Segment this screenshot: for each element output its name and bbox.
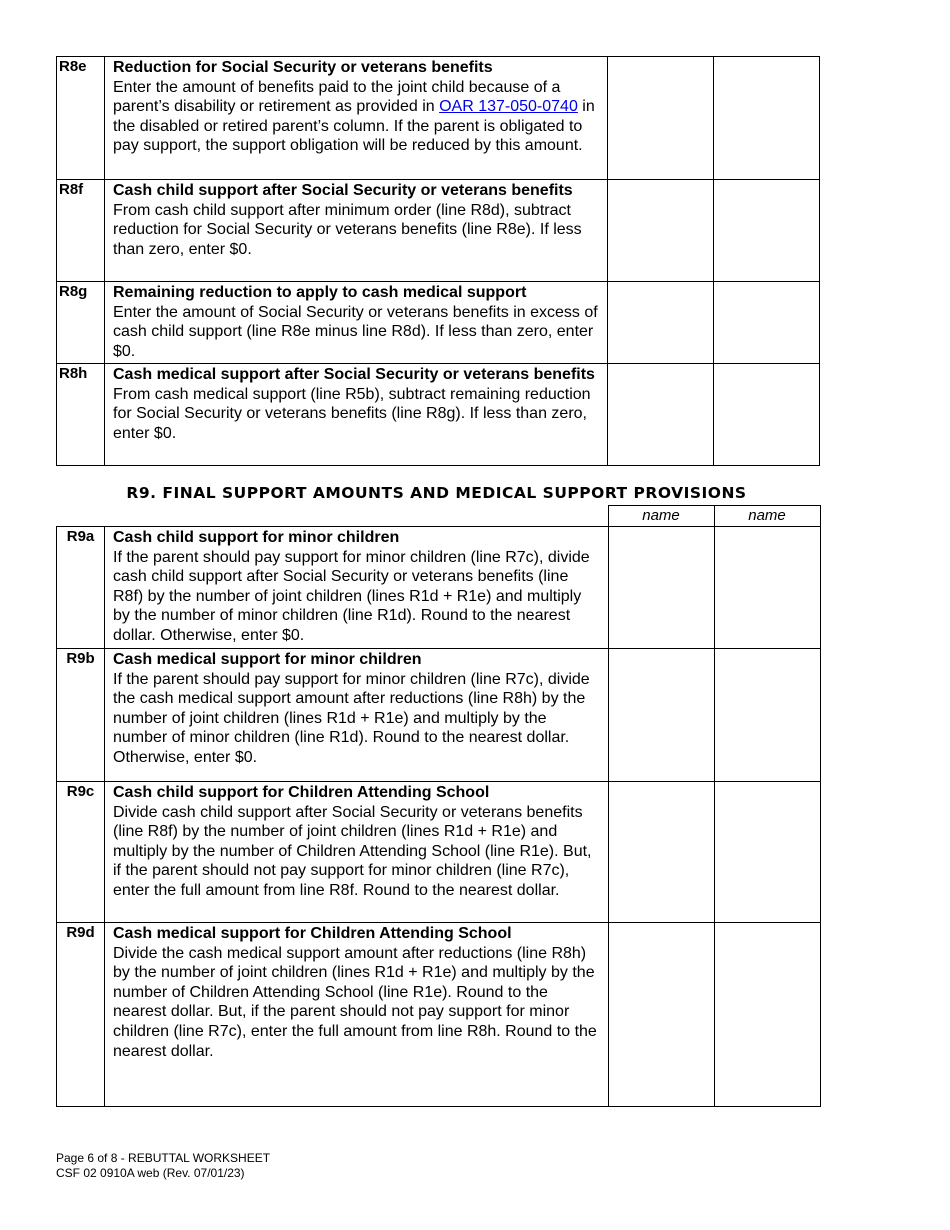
line-title: Cash medical support after Social Security or veterans benefits [113, 366, 595, 383]
parent-2-amount-cell[interactable] [714, 923, 820, 1107]
parent-2-amount-cell[interactable] [714, 782, 820, 923]
parent-2-amount-cell[interactable] [714, 180, 820, 282]
line-instructions: Divide cash child support after Social Security or veterans benefits (line R8f) by the number of joint children (lines R1d + R1e) and multiply by the number of Children Attending School (line R1e). But, if the parent should not pay support for minor children (line R7c), enter the full amount from line R8f. Round to the nearest dollar. [113, 803, 592, 899]
parent-1-amount-cell[interactable] [608, 282, 714, 364]
line-title: Remaining reduction to apply to cash medical support [113, 284, 527, 301]
parent-2-amount-cell[interactable] [714, 649, 820, 782]
line-instructions: From cash medical support (line R5b), subtract remaining reduction for Social Security or veterans benefits (line R8g). If less than zero, enter $0. [113, 385, 591, 442]
line-code: R8f [57, 180, 105, 282]
line-code: R9a [57, 527, 105, 649]
line-code: R9b [57, 649, 105, 782]
line-description [105, 282, 608, 364]
parent-1-amount-cell[interactable] [608, 649, 714, 782]
table-row [57, 282, 820, 364]
line-title: Cash medical support for Children Attending School [113, 925, 512, 942]
section-r9-heading: R9. FINAL SUPPORT AMOUNTS AND MEDICAL SUPPORT PROVISIONS [126, 484, 747, 502]
table-row [57, 180, 820, 282]
page-footer [56, 1151, 270, 1181]
column-header-parent-1: name [608, 506, 714, 527]
section-r9-table [56, 505, 821, 1107]
footer-form-id: CSF 02 0910A web (Rev. 07/01/23) [56, 1166, 245, 1180]
oar-link[interactable]: OAR 137-050-0740 [439, 98, 578, 116]
line-description [105, 57, 608, 180]
line-code: R8g [57, 282, 105, 364]
parent-1-amount-cell[interactable] [608, 57, 714, 180]
line-title: Reduction for Social Security or veterans benefits [113, 59, 493, 76]
line-code: R9d [57, 923, 105, 1107]
line-instructions: If the parent should pay support for minor children (line R7c), divide the cash medical support amount after reductions (line R8h) by the number of joint children (lines R1d + R1e) and multiply by the number of minor children (line R1d). Round to the nearest dollar. Otherwise, enter $0. [113, 670, 590, 766]
parent-1-amount-cell[interactable] [608, 180, 714, 282]
line-title: Cash child support for Children Attending School [113, 784, 490, 801]
line-description [105, 180, 608, 282]
parent-2-amount-cell[interactable] [714, 527, 820, 649]
parent-1-amount-cell[interactable] [608, 923, 714, 1107]
table-row [57, 649, 821, 782]
column-header-parent-2: name [714, 506, 820, 527]
table-row [57, 782, 821, 923]
line-instructions: Enter the amount of benefits paid to the joint child because of a parent’s disability or retirement as provided in OAR 137-050-0740 in the disabled or retired parent’s column. If the parent is obligated to pay support, the support obligation will be reduced by this amount. [113, 78, 595, 155]
footer-page-info: Page 6 of 8 - REBUTTAL WORKSHEET [56, 1151, 271, 1165]
table-row [57, 364, 820, 466]
parent-1-amount-cell[interactable] [608, 527, 714, 649]
line-instructions: Enter the amount of Social Security or veterans benefits in excess of cash child support (line R8e minus line R8d). If less than zero, enter $0. [113, 303, 598, 360]
parent-2-amount-cell[interactable] [714, 282, 820, 364]
line-title: Cash child support after Social Security or veterans benefits [113, 182, 573, 199]
line-code: R8e [57, 57, 105, 180]
line-description [105, 364, 608, 466]
table-row [57, 57, 820, 180]
parent-2-amount-cell[interactable] [714, 57, 820, 180]
line-instructions: If the parent should pay support for minor children (line R7c), divide cash child support after Social Security or veterans benefits (line R8f) by the number of joint children (lines R1d + R1e) and multiply by the number of minor children (line R1d). Round to the nearest dollar. Otherwise, enter $0. [113, 548, 590, 644]
line-description [105, 527, 609, 649]
column-header-row [57, 506, 821, 527]
line-code: R8h [57, 364, 105, 466]
line-title: Cash medical support for minor children [113, 651, 422, 668]
parent-1-amount-cell[interactable] [608, 364, 714, 466]
line-instructions: From cash child support after minimum order (line R8d), subtract reduction for Social Security or veterans benefits (line R8e). If less than zero, enter $0. [113, 201, 582, 258]
line-title: Cash child support for minor children [113, 529, 400, 546]
table-row [57, 923, 821, 1107]
line-instructions: Divide the cash medical support amount after reductions (line R8h) by the number of joint children (lines R1d + R1e) and multiply by the number of Children Attending School (line R1e). Round to the nearest dollar. But, if the parent should not pay support for minor children (line R7c), enter the full amount from line R8h. Round to the nearest dollar. [113, 944, 597, 1060]
line-description [105, 923, 609, 1107]
line-description [105, 782, 609, 923]
table-row [57, 527, 821, 649]
section-r8-table [56, 56, 820, 466]
parent-1-amount-cell[interactable] [608, 782, 714, 923]
line-description [105, 649, 609, 782]
line-code: R9c [57, 782, 105, 923]
parent-2-amount-cell[interactable] [714, 364, 820, 466]
